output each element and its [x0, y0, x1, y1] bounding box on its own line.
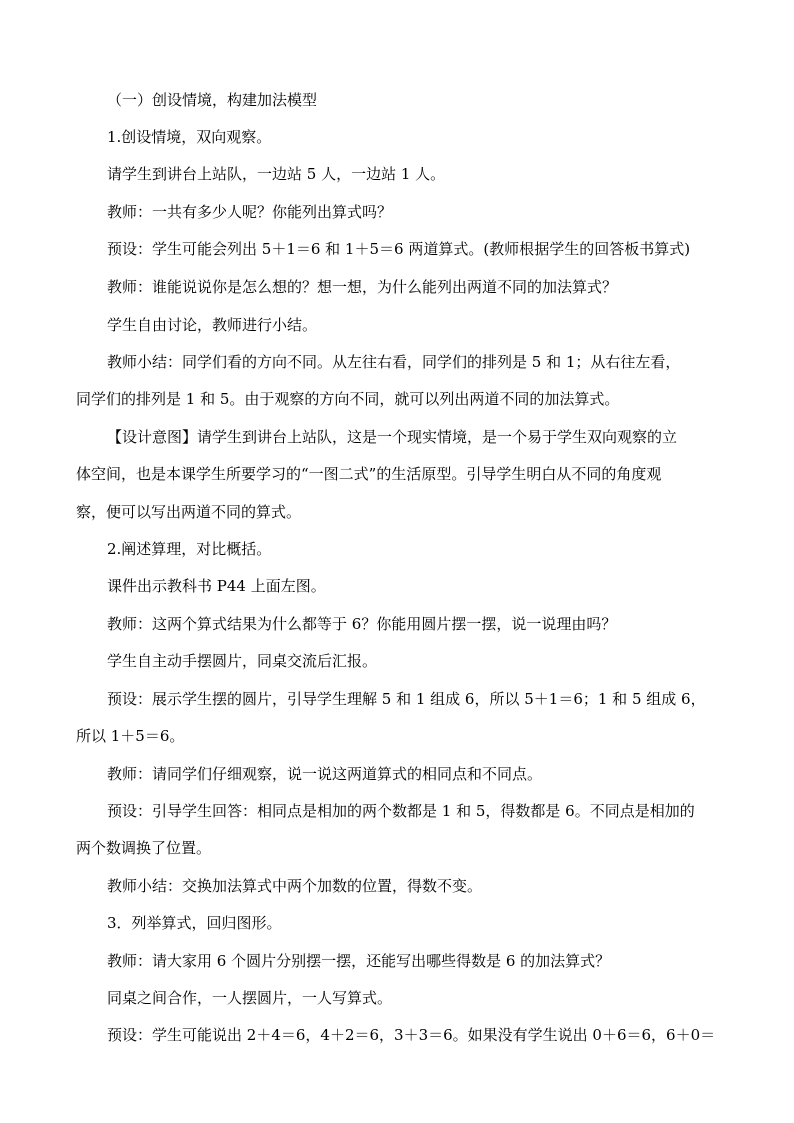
- paragraph-continuation: 两个数调换了位置。: [76, 839, 212, 857]
- paragraph: 教师小结：同学们看的方向不同。从左往右看，同学们的排列是 5 和 1；从右往左看，: [107, 353, 681, 371]
- paragraph: 请学生到讲台上站队，一边站 5 人，一边站 1 人。: [107, 165, 446, 183]
- paragraph: 学生自由讨论，教师进行小结。: [107, 316, 318, 334]
- paragraph-step-3-title: 3．列举算式，回归图形。: [107, 914, 282, 932]
- paragraph: 教师：谁能说说你是怎么想的？想一想，为什么能列出两道不同的加法算式？: [107, 278, 618, 296]
- paragraph-continuation: 同学们的排列是 1 和 5。由于观察的方向不同，就可以列出两道不同的加法算式。: [76, 390, 620, 408]
- paragraph-step-2-title: 2.阐述算理，对比概括。: [107, 540, 272, 558]
- paragraph: 教师：请大家用 6 个圆片分别摆一摆，还能写出哪些得数是 6 的加法算式？: [107, 952, 611, 970]
- paragraph: 教师：一共有多少人呢？你能列出算式吗？: [107, 203, 393, 221]
- paragraph: 教师：请同学们仔细观察，说一说这两道算式的相同点和不同点。: [107, 765, 543, 783]
- paragraph: 预设：学生可能会列出 5＋1＝6 和 1＋5＝6 两道算式。(教师根据学生的回答板书算式): [107, 240, 691, 258]
- paragraph: 学生自主动手摆圆片，同桌交流后汇报。: [107, 652, 378, 670]
- paragraph: 课件出示教科书 P44 上面左图。: [107, 577, 326, 595]
- paragraph-step-1-title: 1.创设情境，双向观察。: [107, 128, 272, 146]
- paragraph: 同桌之间合作，一人摆圆片，一人写算式。: [107, 989, 393, 1007]
- section-heading: （一）创设情境，构建加法模型: [107, 91, 318, 109]
- paragraph-continuation: 所以 1＋5＝6。: [76, 727, 185, 745]
- design-intent-paragraph: 【设计意图】请学生到讲台上站队，这是一个现实情境，是一个易于学生双向观察的立: [107, 428, 678, 446]
- paragraph: 预设：展示学生摆的圆片，引导学生理解 5 和 1 组成 6，所以 5＋1＝6；1 和 5 组成 6，: [107, 690, 706, 708]
- paragraph: 教师：这两个算式结果为什么都等于 6？你能用圆片摆一摆，说一说理由吗？: [107, 615, 617, 633]
- paragraph-continuation: 察，便可以写出两道不同的算式。: [76, 503, 302, 521]
- paragraph: 教师小结：交换加法算式中两个加数的位置，得数不变。: [107, 877, 483, 895]
- paragraph-continuation: 体空间，也是本课学生所要学习的“一图二式”的生活原型。引导学生明白从不同的角度观: [76, 465, 662, 483]
- paragraph: 预设：引导学生回答：相同点是相加的两个数都是 1 和 5，得数都是 6。不同点是相加的: [107, 802, 695, 820]
- paragraph: 预设：学生可能说出 2＋4＝6，4＋2＝6，3＋3＝6。如果没有学生说出 0＋6＝6，6＋0＝: [107, 1026, 716, 1044]
